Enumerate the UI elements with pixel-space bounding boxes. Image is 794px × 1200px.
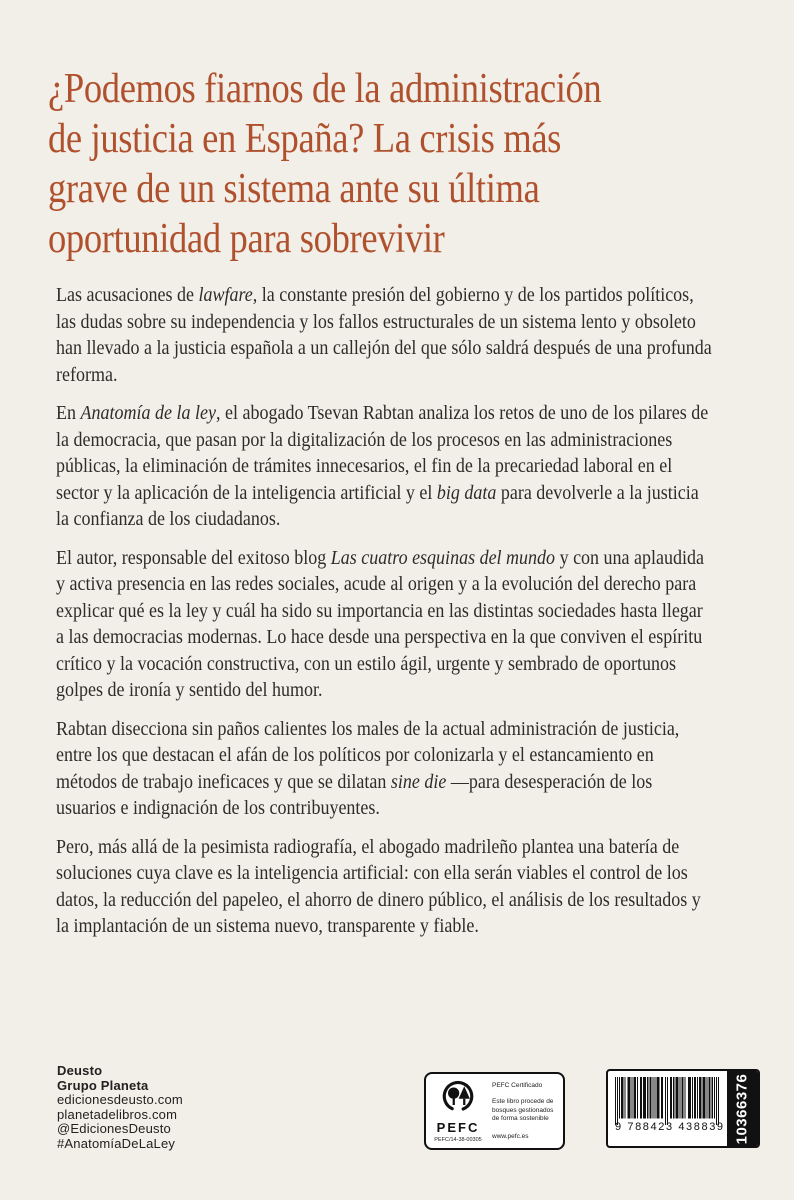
publisher-line: #AnatomíaDeLaLey: [57, 1135, 176, 1151]
paragraph: En Anatomía de la ley, el abogado Tsevan Rabtan analiza los retos de uno de los pilares de la democracia, que pasan por la digitalización de los procesos en las administraciones públicas, la eliminación de trámites innecesarios, el fin de la precariedad laboral en el sector y la aplicación de la inteligencia artificial y el big data para devolverle a la justicia la confianza de los ciudadanos.: [56, 402, 709, 530]
publisher-block: [57, 1064, 183, 1151]
pefc-claim-text: Este libro procede de bosques gestionados de forma sostenible: [492, 1097, 554, 1123]
headline-line: ¿Podemos fiarnos de la administración: [48, 66, 602, 112]
publisher-line: Deusto: [57, 1063, 103, 1078]
paragraph: Pero, más allá de la pesimista radiografía, el abogado madrileño plantea una batería de soluciones cuya clave es la inteligencia artificial: con ella serán viables el control de los datos, la reducción del papeleo, el ahorro de dinero público, el análisis de los resultados y la implantación de un sistema nuevo, transparente y fiable.: [56, 835, 701, 937]
paragraph: El autor, responsable del exitoso blog Las cuatro esquinas del mundo y con una aplaudida y activa presencia en las redes sociales, acude al origen y a la evolución del derecho para explicar qué es la ley y cuál ha sido su importancia en las distintas sociedades hasta llegar a las democracias modernas. Lo hace desde una perspectiva en la que conviven el espíritu crítico y la vocación constructiva, con un estilo ágil, urgente y sembrado de oportunos golpes de ironía y sentido del humor.: [56, 546, 705, 701]
headline-line: grave de un sistema ante su última: [48, 166, 540, 212]
paragraph: Las acusaciones de lawfare, la constante presión del gobierno y de los partidos políticos, las dudas sobre su independencia y los fallos estructurales de un sistema lento y obsoleto han llevado a la justicia española a un callejón del que sólo saldrá después de una profunda reforma.: [56, 284, 712, 386]
product-code: 10366376: [733, 1073, 751, 1144]
body-copy: [56, 282, 713, 952]
pefc-certified-text: PEFC Certificado: [492, 1082, 543, 1089]
headline-line: oportunidad para sobrevivir: [48, 216, 445, 262]
paragraph: Rabtan disecciona sin paños calientes los males de la actual administración de justicia, entre los que destacan el afán de los políticos por colonizarla y el estancamiento en métodos de trabajo ineficaces y que se dilatan sine die —para desesperación de los usuarios e indignación de los contribuyentes.: [56, 717, 680, 819]
pefc-wordmark: PEFC: [436, 1120, 480, 1135]
pefc-trees-icon: [438, 1079, 478, 1121]
publisher-line: Grupo Planeta: [57, 1077, 149, 1093]
barcode-bars-area: [608, 1071, 727, 1146]
ean-number: 9 788423 438839: [615, 1121, 725, 1133]
pefc-logo-column: [426, 1074, 490, 1148]
pefc-label: [424, 1072, 565, 1150]
pefc-text-column: [490, 1074, 563, 1148]
headline-line: de justicia en España? La crisis más: [48, 116, 562, 162]
barcode-side-strip: [727, 1071, 758, 1146]
pefc-url-text: www.pefc.es: [492, 1133, 529, 1141]
barcode: [606, 1069, 760, 1148]
pefc-license-number: PEFC/14-38-00305: [434, 1137, 482, 1143]
publisher-line: edicionesdeusto.com: [57, 1092, 183, 1107]
headline: [48, 64, 601, 264]
publisher-line: planetadelibros.com: [57, 1106, 178, 1122]
publisher-line: @EdicionesDeusto: [57, 1121, 171, 1136]
